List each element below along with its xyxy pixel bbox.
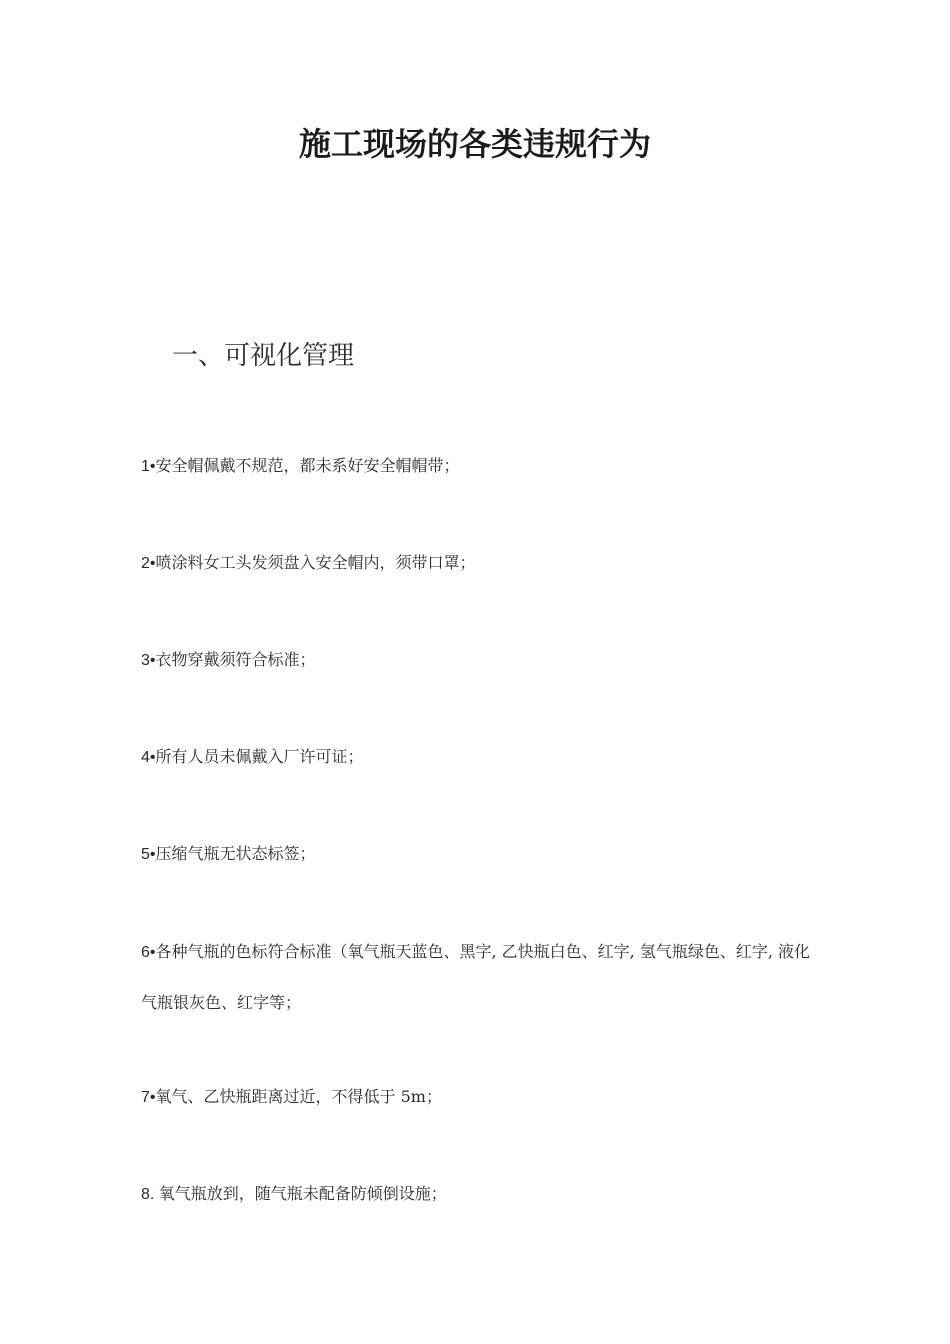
section-heading: 一、可视化管理 <box>172 341 355 371</box>
item-text: 各种气瓶的色标符合标准（氧气瓶天蓝色、黑字, 乙快瓶白色、红字, 氢气瓶绿色、红字, 液化气瓶银灰色、红字等； <box>141 942 811 1012</box>
list-item <box>141 441 811 492</box>
item-number: 4• <box>141 749 156 766</box>
list-item <box>141 732 811 783</box>
item-number: 2• <box>141 555 156 572</box>
item-number: 6• <box>141 944 156 961</box>
item-text: 喷涂料女工头发须盘入安全帽内，须带口罩； <box>155 553 476 572</box>
list-item <box>141 1072 811 1123</box>
list-item <box>141 538 811 589</box>
item-text: 所有人员未佩戴入厂许可证； <box>155 747 364 766</box>
item-text: 压缩气瓶无状态标签； <box>155 844 316 863</box>
item-number: 1• <box>141 458 156 475</box>
list-item <box>141 1169 811 1220</box>
list-item <box>141 635 811 686</box>
item-number: 3• <box>141 652 156 669</box>
list-item <box>141 829 811 880</box>
document-title: 施工现场的各类违规行为 <box>298 125 651 163</box>
item-text: 氧气、乙快瓶距离过近，不得低于 5m； <box>155 1087 442 1106</box>
item-text: 安全帽佩戴不规范，都未系好安全帽帽带； <box>155 456 460 475</box>
list-item <box>141 927 811 1028</box>
item-text: 氧气瓶放到，随气瓶未配备防倾倒设施； <box>158 1184 447 1203</box>
item-number: 7• <box>141 1089 156 1106</box>
item-text: 衣物穿戴须符合标准； <box>155 650 316 669</box>
item-number: 8. <box>141 1186 159 1203</box>
item-number: 5• <box>141 846 156 863</box>
